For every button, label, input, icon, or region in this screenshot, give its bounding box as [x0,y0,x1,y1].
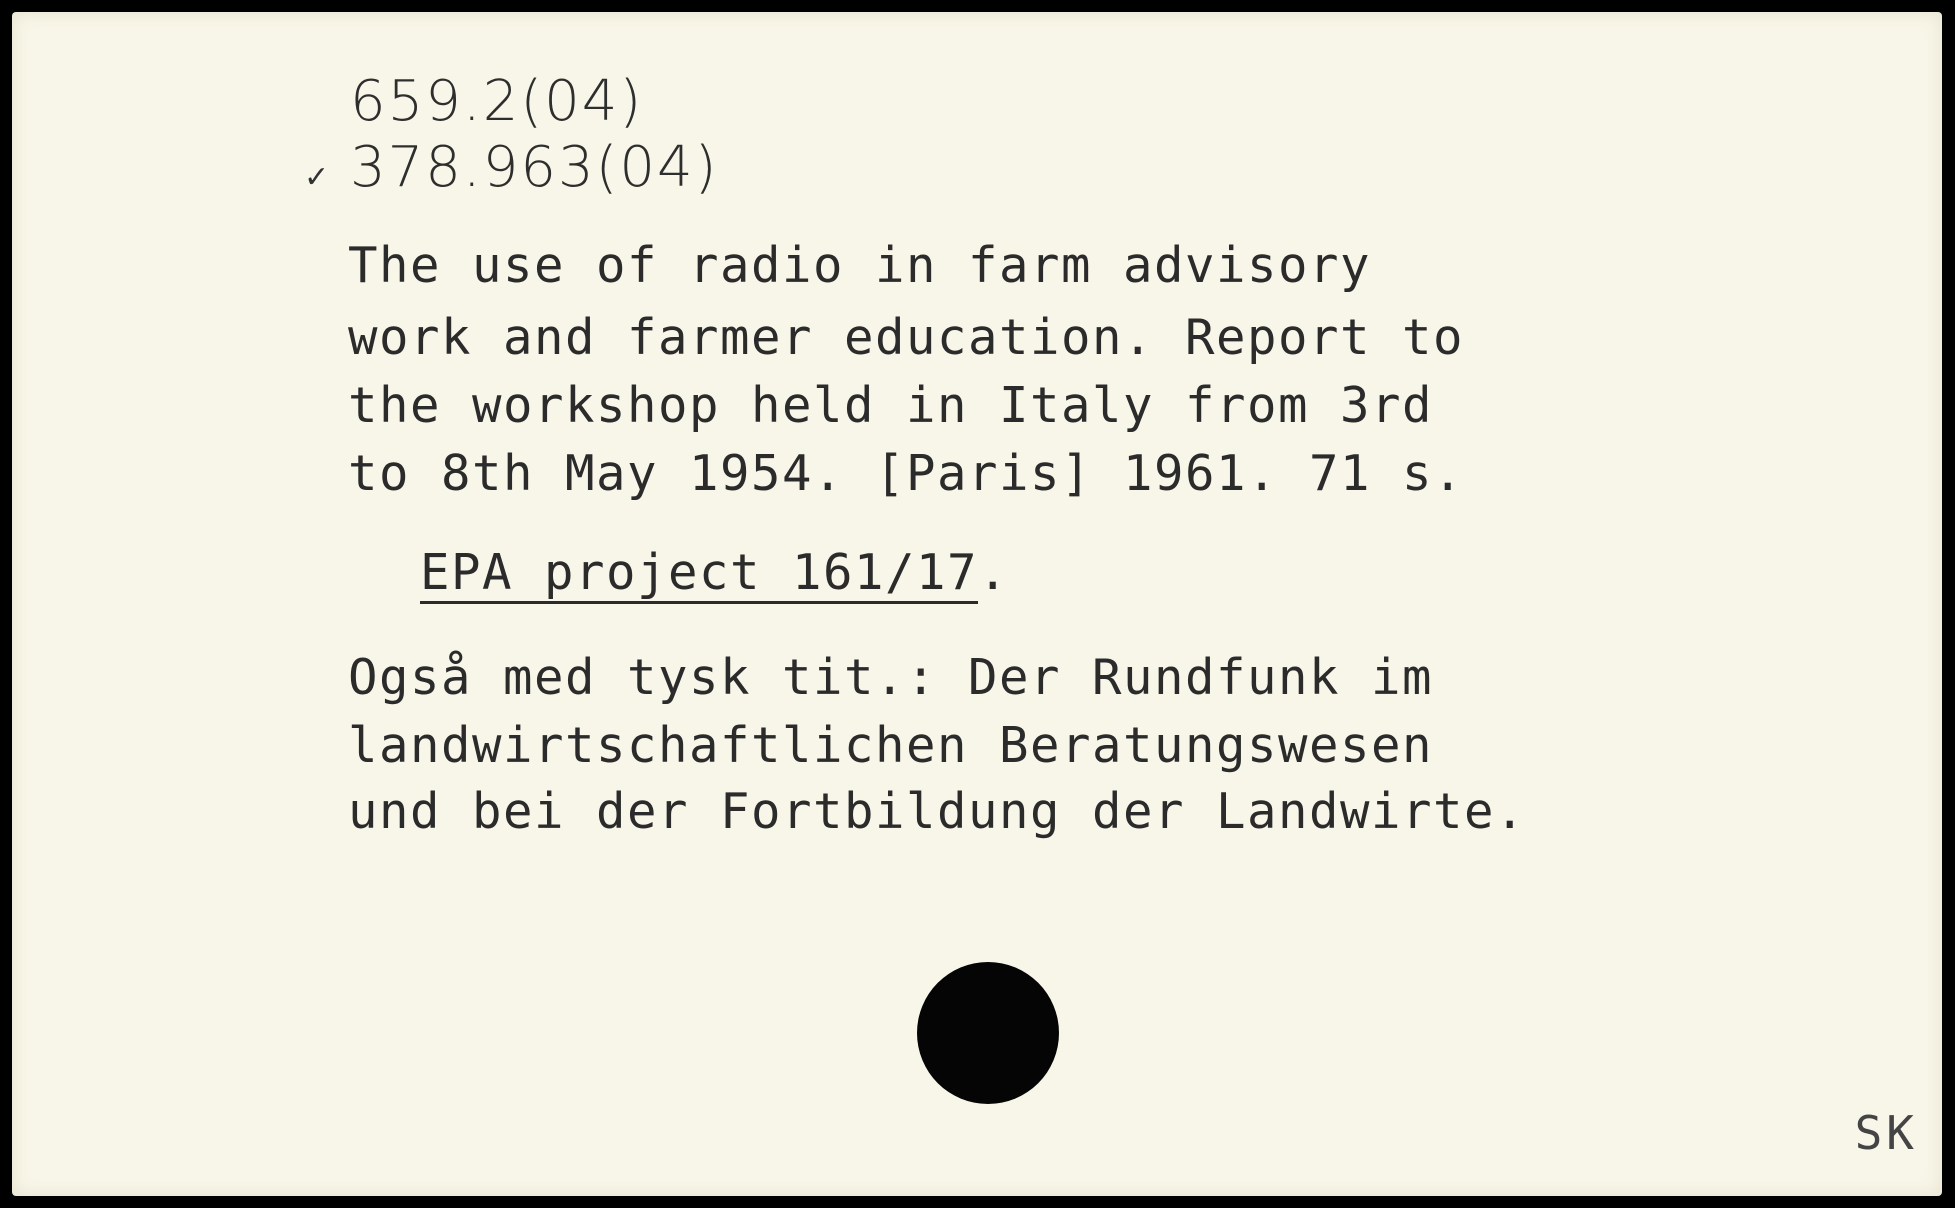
classification-number-2: 378.963(04) [350,135,719,200]
cataloger-initials: SK [1854,1106,1918,1160]
german-title-line-3: und bei der Fortbildung der Landwirte. [348,783,1527,840]
punch-hole [917,962,1059,1104]
title-line-3: the workshop held in Italy from 3rd [348,377,1434,434]
series-note-period: . [978,544,1010,601]
check-mark-icon: ✓ [304,160,330,195]
german-title-line-1: Også med tysk tit.: Der Rundfunk im [348,649,1434,706]
series-note [420,544,1009,601]
title-line-2: work and farmer education. Report to [348,309,1465,366]
german-title-line-2: landwirtschaftlichen Beratungswesen [348,717,1434,774]
series-note-underlined: EPA project 161/17 [420,544,979,601]
title-line-1: The use of radio in farm advisory [348,237,1372,294]
title-line-4: to 8th May 1954. [Paris] 1961. 71 s. [348,445,1465,502]
catalog-card [12,12,1942,1196]
classification-number-1: 659.2(04) [350,69,644,134]
